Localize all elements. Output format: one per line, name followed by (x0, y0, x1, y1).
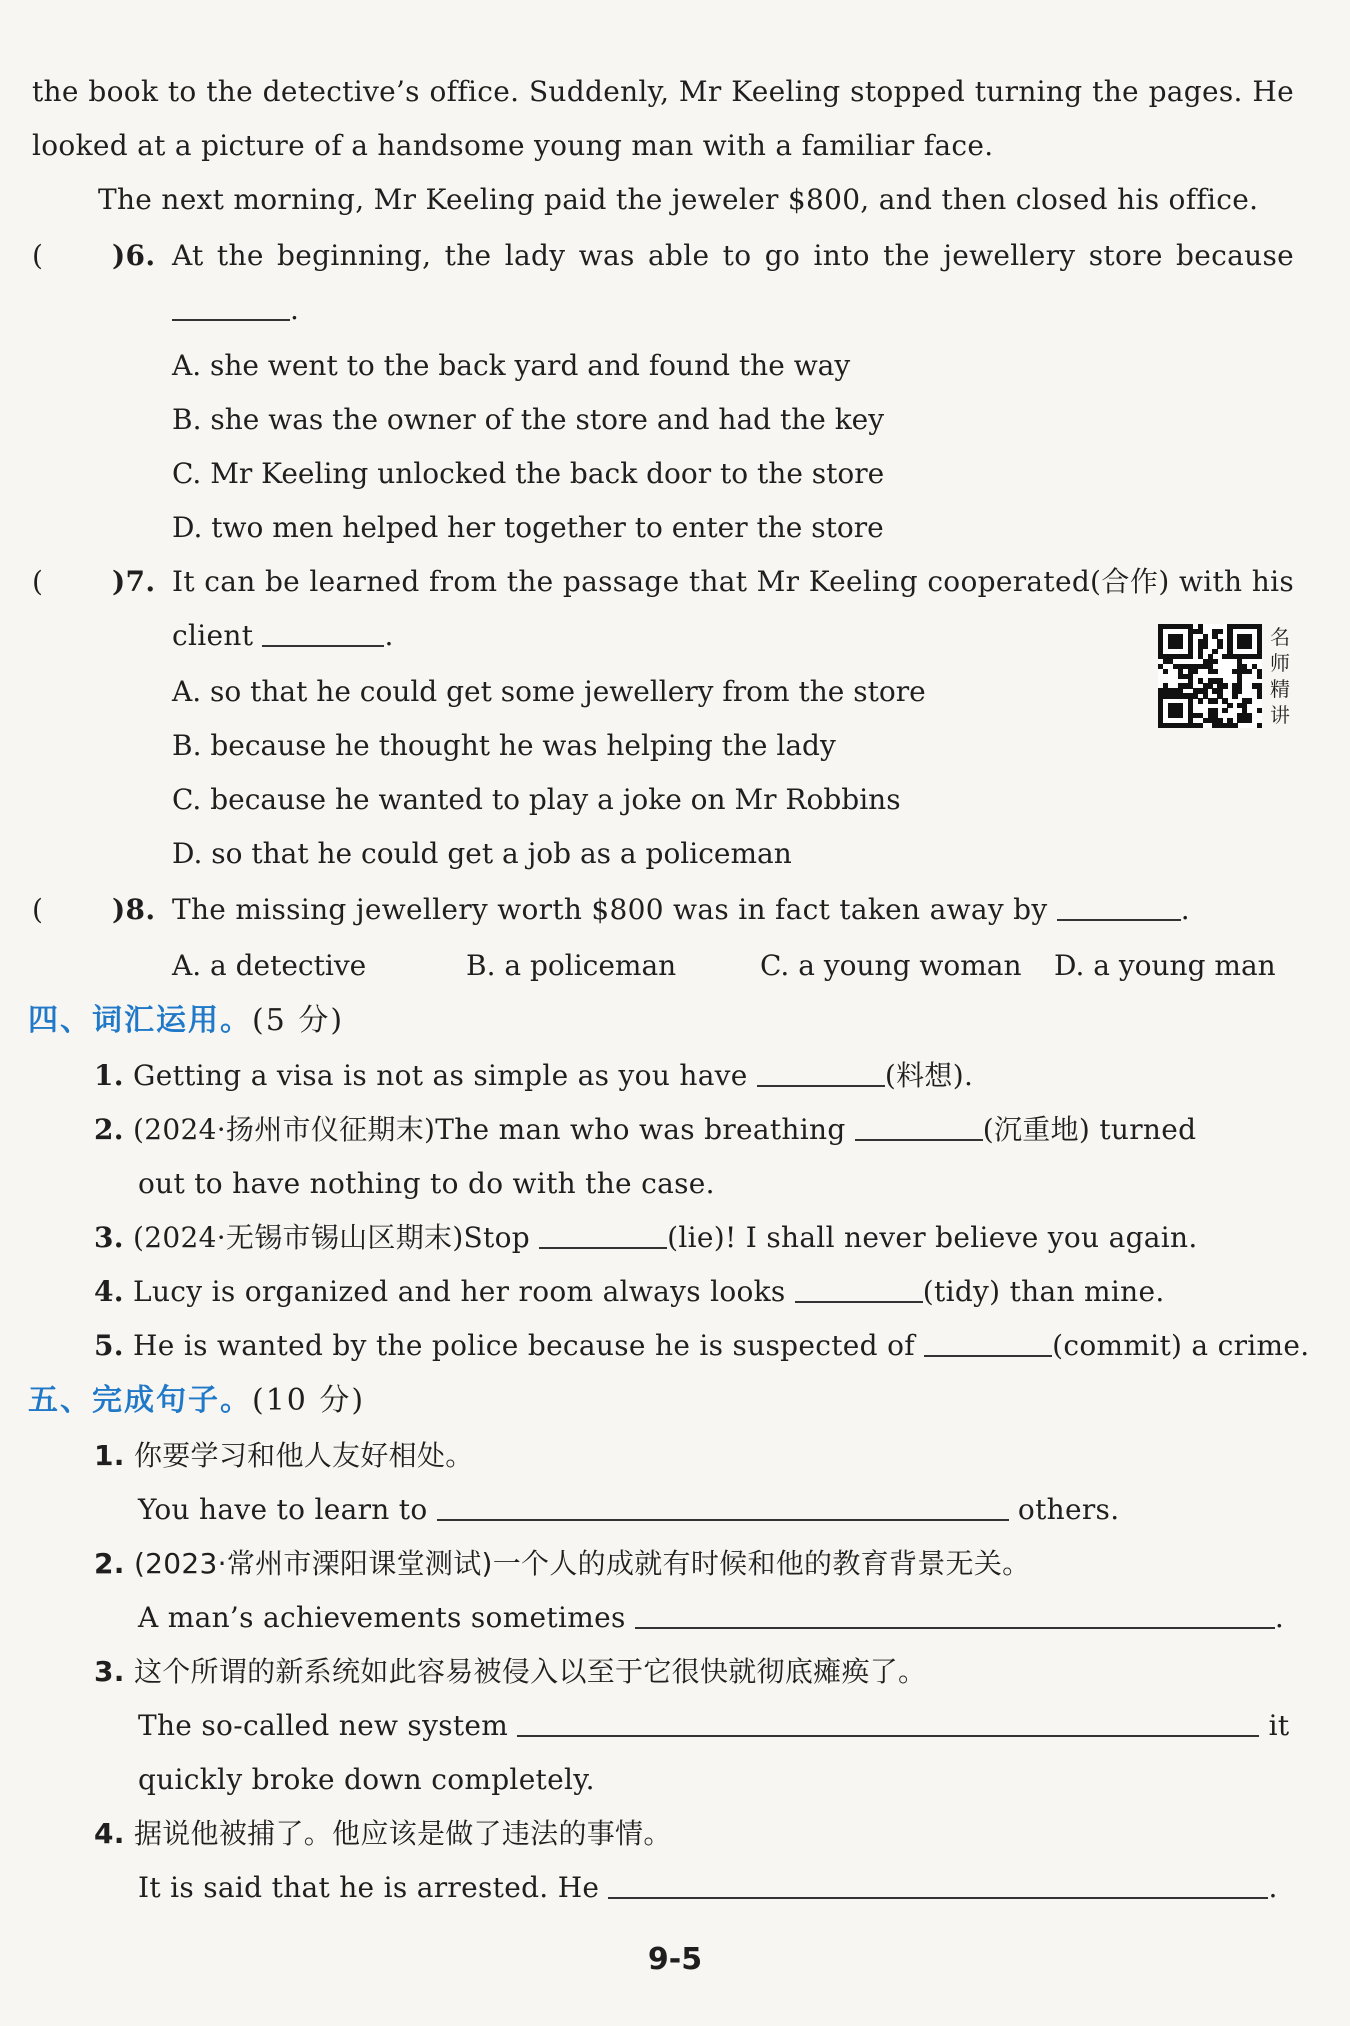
answer-blank[interactable] (517, 1707, 1259, 1737)
qr-module (1257, 723, 1262, 728)
section4-heading (28, 1000, 344, 1042)
s4-item-1 (94, 1056, 973, 1096)
item-text: Lucy is organized and her room always looks (133, 1275, 786, 1308)
qr-module (1232, 723, 1237, 728)
qr-module (1212, 669, 1217, 674)
item-text: It is said that he is arrested. He (138, 1871, 600, 1904)
qr-module (1232, 693, 1237, 698)
q7-stem-cont (172, 616, 394, 656)
s5-item-4-cn (94, 1814, 672, 1854)
item-chinese: 你要学习和他人友好相处。 (133, 1439, 474, 1472)
q6-number: )6. (112, 239, 156, 272)
q6-tail: . (290, 293, 300, 326)
s5-item-2-cn (94, 1544, 1030, 1584)
qr-module (1247, 669, 1252, 674)
q7-paren (32, 562, 43, 602)
q7-option-d: D. so that he could get a job as a policeman (172, 837, 792, 870)
qr-module (1178, 713, 1183, 718)
s5-item-3-en (138, 1706, 1289, 1746)
qr-module (1217, 644, 1222, 649)
answer-blank[interactable] (855, 1111, 983, 1141)
answer-blank[interactable] (172, 291, 290, 321)
q6-option-d: D. two men helped her together to enter the store (172, 511, 884, 544)
q8-option-c: C. a young woman (760, 949, 1022, 982)
qr-label-char: 师 (1270, 651, 1290, 675)
qr-module (1237, 688, 1242, 693)
qr-label-char: 精 (1270, 677, 1290, 701)
qr-module (1212, 659, 1217, 664)
passage-line: The next morning, Mr Keeling paid the jeweler $800, and then closed his office. (98, 183, 1259, 216)
q7-tail: . (384, 619, 394, 652)
qr-module (1212, 698, 1217, 703)
item-chinese: (2023·常州市溧阳课堂测试)一个人的成就有时候和他的教育背景无关。 (133, 1547, 1031, 1580)
s5-item-2-en (138, 1598, 1284, 1638)
item-text: A man’s achievements sometimes (138, 1601, 626, 1634)
qr-module (1247, 644, 1252, 649)
section5-points: (10 分) (252, 1383, 366, 1418)
item-text: Getting a visa is not as simple as you have (133, 1059, 748, 1092)
item-number: 1. (94, 1059, 124, 1092)
qr-module (1198, 698, 1203, 703)
qr-module (1257, 693, 1262, 698)
s4-item-5 (94, 1326, 1309, 1366)
item-text: (2024·扬州市仪征期末)The man who was breathing (133, 1113, 846, 1146)
qr-module (1247, 718, 1252, 723)
answer-blank[interactable] (539, 1219, 667, 1249)
item-number: 3. (94, 1655, 125, 1688)
passage-line: the book to the detective’s office. Suddenly, Mr Keeling stopped turning the pages. He (32, 75, 1294, 108)
answer-blank[interactable] (635, 1599, 1275, 1629)
item-number: 2. (94, 1113, 124, 1146)
item-hint: (lie)! I shall never believe you again. (667, 1221, 1198, 1254)
qr-module (1247, 698, 1252, 703)
item-text-after: . (1274, 1601, 1285, 1634)
answer-blank[interactable] (608, 1869, 1268, 1899)
qr-label-char: 讲 (1270, 703, 1290, 727)
q8-option-b: B. a policeman (466, 949, 677, 982)
q7-stem: It can be learned from the passage that Mr Keeling cooperated(合作) with his (172, 565, 1294, 598)
section5-title: 五、完成句子。 (28, 1383, 252, 1418)
s4-item-3 (94, 1218, 1198, 1258)
answer-paren: ( (32, 239, 44, 272)
s5-item-1-cn (94, 1436, 474, 1476)
answer-paren: ( (32, 893, 44, 926)
answer-blank[interactable] (924, 1327, 1052, 1357)
item-number: 3. (94, 1221, 124, 1254)
answer-blank[interactable] (757, 1057, 885, 1087)
item-hint: (commit) a crime. (1052, 1329, 1310, 1362)
s5-item-3-cn (94, 1652, 926, 1692)
item-text: He is wanted by the police because he is suspected of (133, 1329, 915, 1362)
item-hint: (tidy) than mine. (922, 1275, 1165, 1308)
q6-paren (32, 236, 43, 276)
qr-module (1198, 723, 1203, 728)
section5-heading (28, 1380, 365, 1422)
item-hint: (沉重地) turned (982, 1113, 1197, 1146)
qr-module (1188, 654, 1193, 659)
s5-item-1-en (138, 1490, 1119, 1530)
item-text: The so-called new system (138, 1709, 509, 1742)
qr-label-char: 名 (1270, 625, 1290, 649)
qr-module (1163, 669, 1168, 674)
qr-module (1178, 644, 1183, 649)
qr-module (1193, 669, 1198, 674)
q8-tail: . (1180, 893, 1190, 926)
qr-module (1257, 654, 1262, 659)
q8-option-a: A. a detective (172, 949, 367, 982)
item-text-after: it (1268, 1709, 1290, 1742)
item-text-after: others. (1017, 1493, 1120, 1526)
item-number: 5. (94, 1329, 124, 1362)
item-number: 4. (94, 1275, 124, 1308)
q7-stem2: client (172, 619, 254, 652)
s4-item-2-cont: out to have nothing to do with the case. (138, 1167, 715, 1200)
qr-code-icon[interactable] (1158, 624, 1262, 728)
qr-module (1222, 708, 1227, 713)
q8-paren (32, 890, 43, 930)
q8-stem: The missing jewellery worth $800 was in fact taken away by (172, 893, 1048, 926)
qr-module (1222, 683, 1227, 688)
q7-option-b: B. because he thought he was helping the lady (172, 729, 836, 762)
q7-option-c: C. because he wanted to play a joke on Mr Robbins (172, 783, 901, 816)
q6-stem: At the beginning, the lady was able to go into the jewellery store because (172, 239, 1294, 272)
answer-blank[interactable] (1057, 891, 1181, 921)
section4-title: 四、词汇运用。 (28, 1003, 252, 1038)
passage-line: looked at a picture of a handsome young man with a familiar face. (32, 129, 994, 162)
q7-option-a: A. so that he could get some jewellery from the store (172, 675, 926, 708)
qr-module (1227, 703, 1232, 708)
qr-module (1257, 708, 1262, 713)
qr-module (1203, 644, 1208, 649)
qr-module (1212, 649, 1217, 654)
item-text: (2024·无锡市锡山区期末)Stop (133, 1221, 530, 1254)
s5-item-4-en (138, 1868, 1278, 1908)
qr-module (1217, 629, 1222, 634)
item-chinese: 据说他被捕了。他应该是做了违法的事情。 (133, 1817, 672, 1850)
item-chinese: 这个所谓的新系统如此容易被侵入以至于它很快就彻底瘫痪了。 (133, 1655, 927, 1688)
answer-blank[interactable] (262, 617, 384, 647)
s4-item-4 (94, 1272, 1165, 1312)
q6-option-c: C. Mr Keeling unlocked the back door to the store (172, 457, 885, 490)
item-number: 2. (94, 1547, 125, 1580)
item-number: 4. (94, 1817, 125, 1850)
s4-item-2 (94, 1110, 1196, 1150)
s5-item-3-cont: quickly broke down completely. (138, 1763, 595, 1796)
item-text: You have to learn to (138, 1493, 428, 1526)
answer-paren: ( (32, 565, 44, 598)
q6-option-b: B. she was the owner of the store and had the key (172, 403, 885, 436)
qr-label (1266, 624, 1294, 728)
answer-blank[interactable] (795, 1273, 923, 1303)
q6-blank-line (172, 290, 299, 330)
item-text-after: . (1268, 1871, 1278, 1904)
section4-points: (5 分) (252, 1003, 345, 1038)
item-hint: (料想). (884, 1059, 974, 1092)
q6-option-a: A. she went to the back yard and found the way (172, 349, 851, 382)
page-number: 9-5 (647, 1942, 703, 1977)
qr-module (1257, 674, 1262, 679)
q8-stem-line (172, 890, 1190, 930)
q8-number: )8. (112, 893, 156, 926)
q7-number: )7. (112, 565, 156, 598)
answer-blank[interactable] (437, 1491, 1009, 1521)
item-number: 1. (94, 1439, 125, 1472)
q8-option-d: D. a young man (1054, 949, 1276, 982)
